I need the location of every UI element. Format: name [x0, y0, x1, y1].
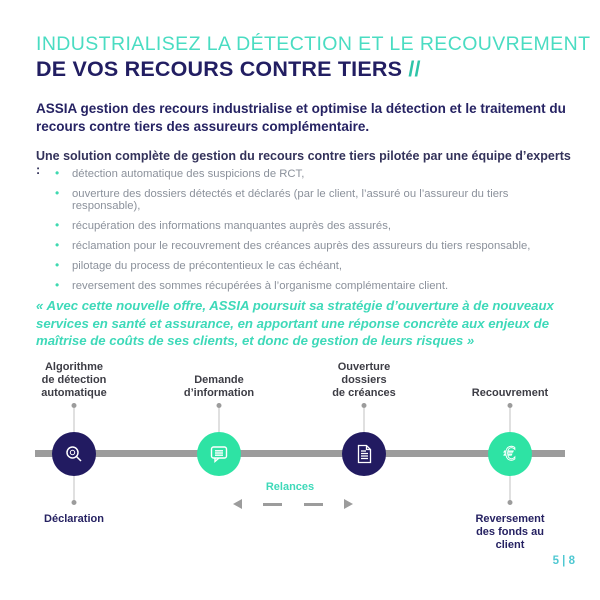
relances-label: Relances [265, 481, 315, 493]
bullet-item: • récupération des informations manquantes auprès des assurés, [55, 220, 565, 232]
connector-line [74, 476, 75, 500]
connector-line [510, 408, 511, 432]
timeline-below-label: Déclaration [44, 513, 104, 525]
timeline-step-label: Recouvrement [471, 387, 549, 399]
pull-quote: « Avec cette nouvelle offre, ASSIA poursuit sa stratégie d’ouverture à de nouveaux services en santé et assurance, en apportant une réponse concrète aux enjeux de maîtrise de coûts de ses clients, et donc de gestion de leurs risques » [36, 298, 554, 349]
timeline-step-circle [342, 432, 386, 476]
timeline-step-label: Demande d’information [183, 374, 255, 399]
timeline-step-circle [488, 432, 532, 476]
title-slashes-decoration: // [408, 57, 421, 81]
page-number: 5 | 8 [552, 555, 575, 567]
timeline-bar [35, 450, 565, 457]
relances-double-arrow [233, 498, 353, 510]
page-title-line2 [36, 57, 421, 82]
solution-bullet-list [55, 168, 565, 300]
connector-line [364, 408, 365, 432]
connector-line [510, 476, 511, 500]
bullet-item: • pilotage du process de précontentieux le cas échéant, [55, 260, 565, 272]
page-title-line2-text: DE VOS RECOURS CONTRE TIERS [36, 57, 409, 81]
arrow-dash [304, 503, 323, 506]
solution-heading: Une solution complète de gestion du recours contre tiers pilotée par une équipe d’experts : [36, 149, 571, 177]
connector-line [219, 408, 220, 432]
bullet-item: • détection automatique des suspicions de RCT, [55, 168, 565, 180]
bullet-item: • réclamation pour le recouvrement des créances auprès des assureurs du tiers responsable, [55, 240, 565, 252]
connector-line [74, 408, 75, 432]
chat-bubble-icon [207, 442, 231, 466]
page-title-line1: INDUSTRIALISEZ LA DÉTECTION ET LE RECOUVREMENT [36, 33, 591, 55]
timeline-step-circle [52, 432, 96, 476]
arrow-right-icon [344, 499, 353, 509]
euro-icon [497, 441, 523, 467]
connector-dot [508, 500, 513, 505]
timeline-below-label: Reversement des fonds au client [475, 513, 545, 552]
magnifier-icon [62, 442, 86, 466]
arrow-dash [263, 503, 282, 506]
timeline-step-circle [197, 432, 241, 476]
connector-dot [72, 500, 77, 505]
timeline-step-label: Algorithme de détection automatique [41, 361, 107, 399]
bullet-item: • ouverture des dossiers détectés et déclarés (par le client, l’assuré ou l’assureur du tiers responsable), [55, 188, 565, 213]
document-icon [352, 442, 376, 466]
svg-text:€: € [503, 443, 517, 465]
timeline-step-label: Ouverture dossiers de créances [332, 361, 396, 399]
arrow-left-icon [233, 499, 242, 509]
intro-paragraph: ASSIA gestion des recours industrialise et optimise la détection et le traitement du recours contre tiers des assureurs complémentaire. [36, 101, 566, 134]
bullet-item: • reversement des sommes récupérées à l’organisme complémentaire client. [55, 280, 565, 292]
